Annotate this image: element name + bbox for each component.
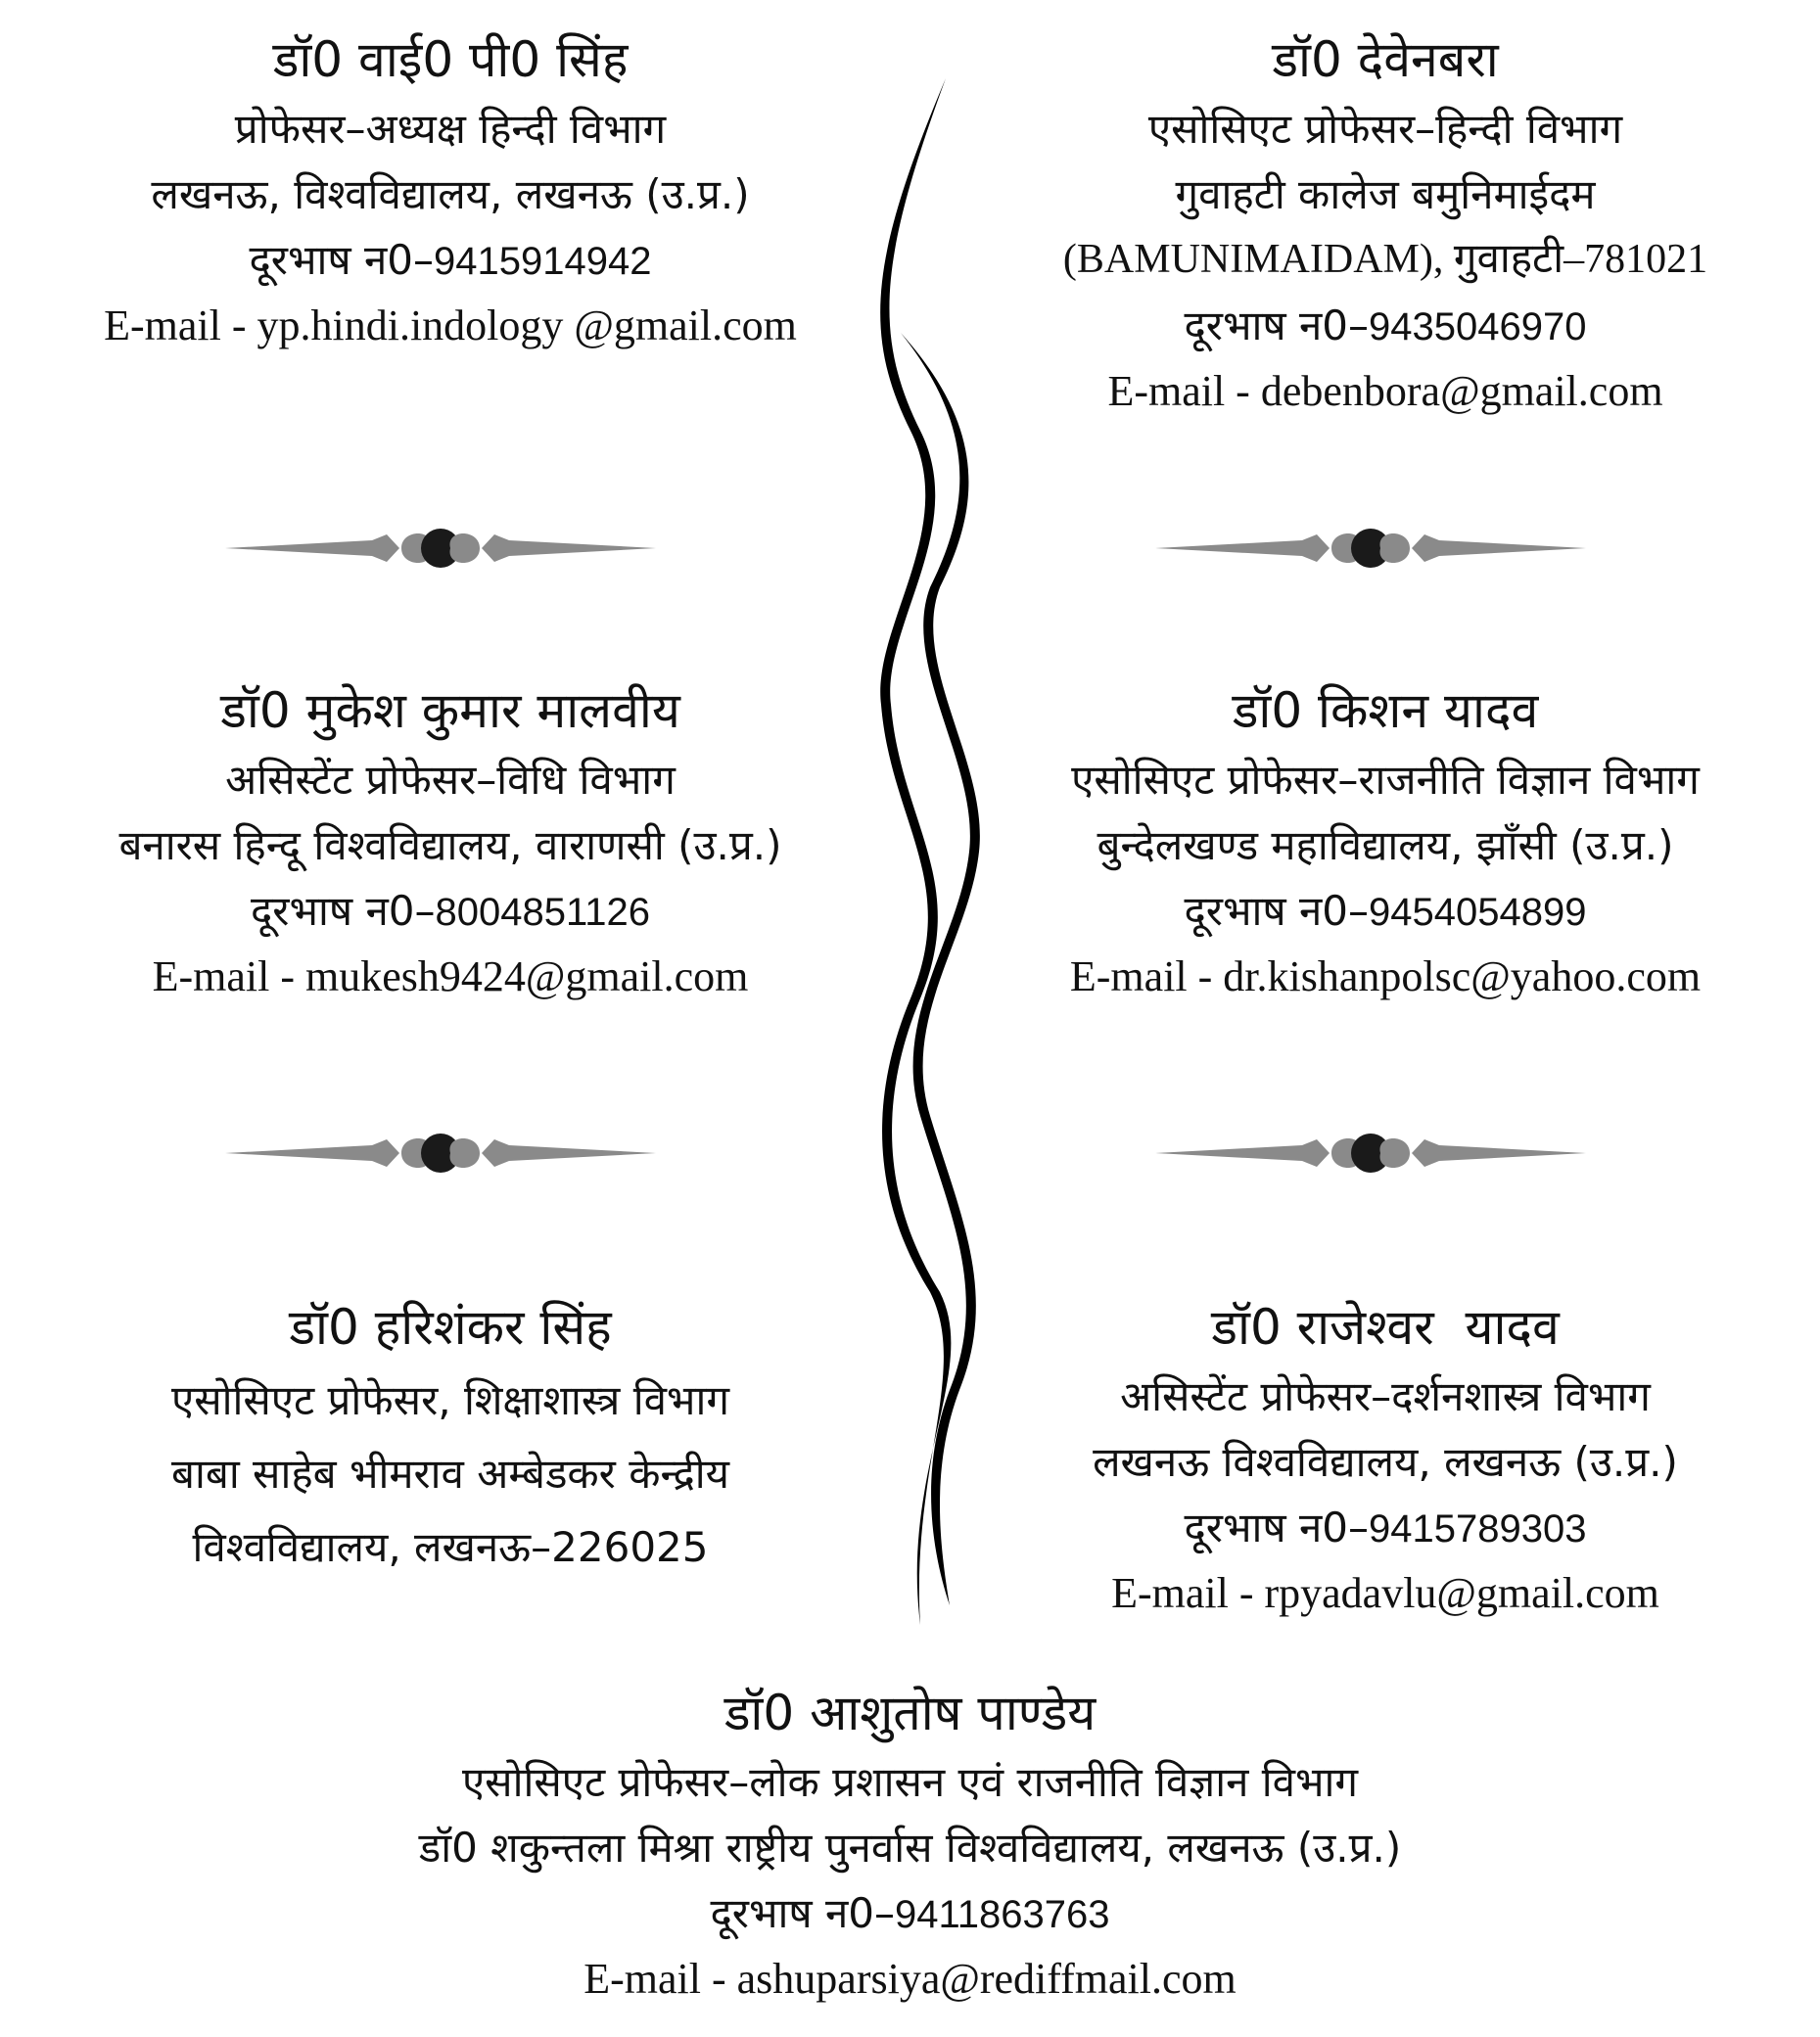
- phone-line: [29, 227, 871, 293]
- email: E-mail - yp.hindi.indology @gmail.com: [104, 301, 797, 349]
- contact-card-harishankar-singh: [29, 1292, 871, 1584]
- contact-card-deven-bora: [964, 24, 1806, 424]
- phone-label: दूरभाष न0–: [1184, 1504, 1370, 1551]
- email: E-mail - dr.kishanpolsc@yahoo.com: [1069, 952, 1702, 1000]
- designation: एसोसिएट प्रोफेसर–हिन्दी विभाग: [1147, 105, 1623, 153]
- email: E-mail - rpyadavlu@gmail.com: [1111, 1569, 1659, 1617]
- phone-line: [964, 878, 1806, 944]
- contact-card-mukesh-malviya: [29, 675, 871, 1009]
- contact-card-kishan-yadav: [964, 675, 1806, 1009]
- phone-line: [964, 293, 1806, 358]
- designation: एसोसिएट प्रोफेसर–राजनीति विज्ञान विभाग: [1071, 756, 1700, 804]
- institution: गुवाहटी कालेज बमुनिमाईदम: [1175, 170, 1596, 218]
- contact-card-rajeshwar-yadav: [964, 1292, 1806, 1626]
- person-name: डॉ0 मुकेश कुमार मालवीय: [220, 682, 680, 739]
- phone-number: 9411863763: [895, 1893, 1110, 1936]
- institution: लखनऊ विश्वविद्यालय, लखनऊ (उ.प्र.): [1093, 1438, 1678, 1486]
- phone-line: [29, 878, 871, 944]
- ornamental-divider: [1155, 519, 1586, 578]
- designation: प्रोफेसर–अध्यक्ष हिन्दी विभाग: [234, 105, 667, 153]
- contact-card-ashutosh-pandey: [196, 1678, 1624, 2012]
- institution: बाबा साहेब भीमराव अम्बेडकर केन्द्रीय: [170, 1450, 729, 1498]
- designation: असिस्टेंट प्रोफेसर–विधि विभाग: [225, 756, 676, 804]
- designation: एसोसिएट प्रोफेसर–लोक प्रशासन एवं राजनीति विज्ञान विभाग: [461, 1758, 1359, 1806]
- institution: बनारस हिन्दू विश्वविद्यालय, वाराणसी (उ.प्र.): [118, 821, 782, 869]
- phone-number: 9415789303: [1369, 1507, 1587, 1551]
- person-name: डॉ0 देवेनबरा: [1272, 31, 1499, 88]
- email: E-mail - mukesh9424@gmail.com: [152, 952, 749, 1000]
- ornamental-divider: [225, 1124, 656, 1182]
- phone-number: 9415914942: [434, 240, 652, 283]
- phone-number: 8004851126: [435, 891, 651, 934]
- phone-line: [964, 1495, 1806, 1560]
- institution: लखनऊ, विश्वविद्यालय, लखनऊ (उ.प्र.): [151, 170, 750, 218]
- phone-label: दूरभाष न0–: [710, 1889, 896, 1937]
- person-name: डॉ0 वाई0 पी0 सिंह: [272, 31, 629, 88]
- designation: एसोसिएट प्रोफेसर, शिक्षाशास्त्र विभाग: [171, 1376, 729, 1424]
- phone-number: 9435046970: [1369, 305, 1587, 348]
- person-name: डॉ0 राजेश्वर यादव: [1211, 1299, 1560, 1356]
- phone-number: 9454054899: [1369, 891, 1587, 934]
- institution-address: (BAMUNIMAIDAM), गुवाहटी–781021: [1062, 237, 1708, 282]
- phone-label: दूरभाष न0–: [250, 887, 436, 935]
- phone-label: दूरभाष न0–: [1184, 301, 1370, 349]
- person-name: डॉ0 किशन यादव: [1232, 682, 1539, 739]
- phone-label: दूरभाष न0–: [1184, 887, 1370, 935]
- designation: असिस्टेंट प्रोफेसर–दर्शनशास्त्र विभाग: [1120, 1372, 1651, 1420]
- institution: डॉ0 शकुन्तला मिश्रा राष्ट्रीय पुनर्वास विश्वविद्यालय, लखनऊ (उ.प्र.): [418, 1824, 1402, 1872]
- person-name: डॉ0 आशुतोष पाण्डेय: [723, 1685, 1097, 1741]
- ornamental-divider: [1155, 1124, 1586, 1182]
- institution: बुन्देलखण्ड महाविद्यालय, झाँसी (उ.प्र.): [1097, 821, 1674, 869]
- phone-label: दूरभाष न0–: [249, 236, 435, 284]
- ornamental-divider: [225, 519, 656, 578]
- person-name: डॉ0 हरिशंकर सिंह: [289, 1299, 612, 1356]
- email: E-mail - debenbora@gmail.com: [1107, 367, 1663, 415]
- email: E-mail - ashuparsiya@rediffmail.com: [583, 1955, 1237, 2003]
- contact-card-yp-singh: [29, 24, 871, 358]
- phone-line: [196, 1880, 1624, 1946]
- institution-address: विश्वविद्यालय, लखनऊ–226025: [192, 1523, 709, 1571]
